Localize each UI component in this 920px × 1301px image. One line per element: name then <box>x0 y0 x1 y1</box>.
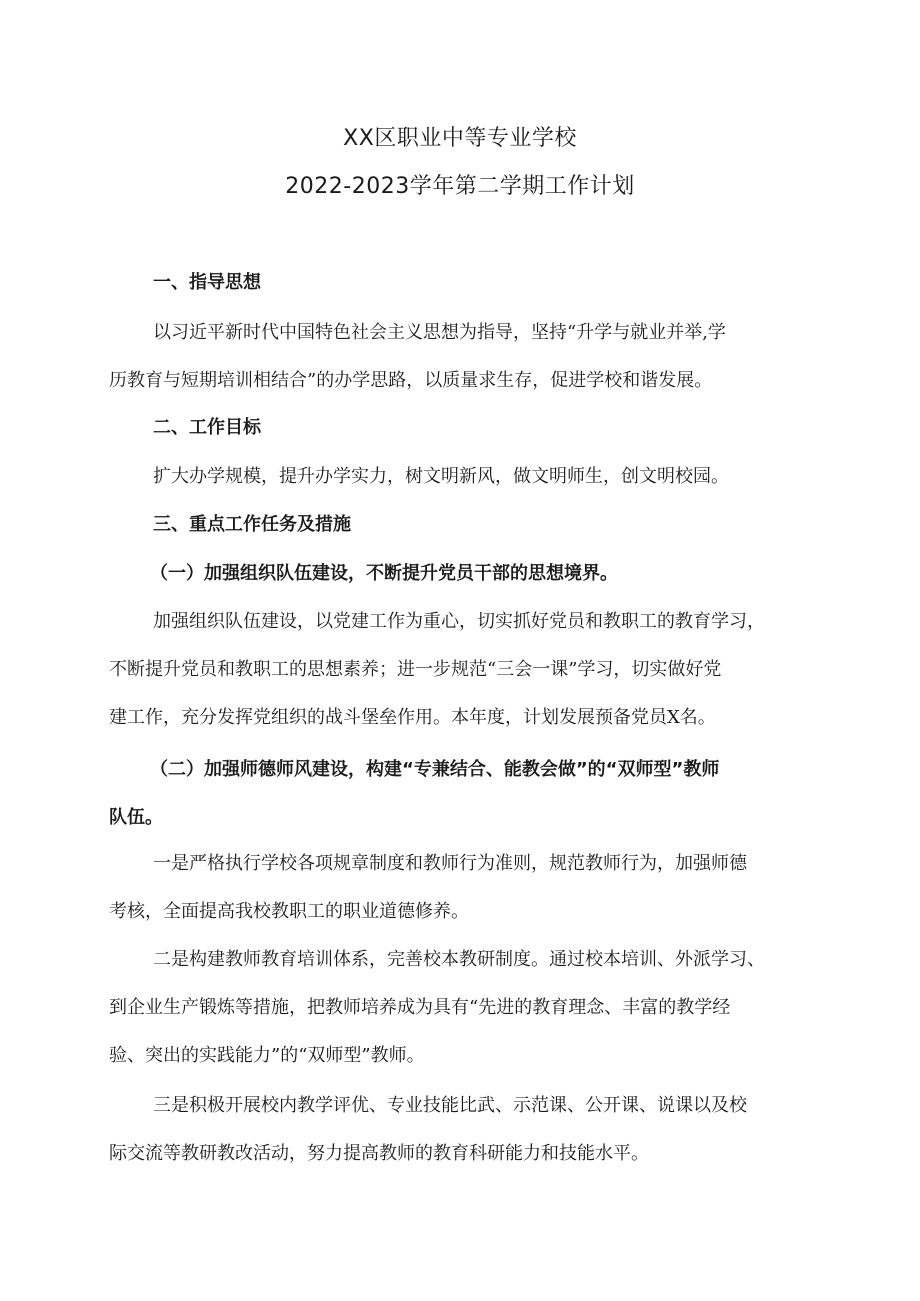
section-heading-guiding-ideology: 一、指导思想 <box>153 272 261 293</box>
paragraph-line: 以习近平新时代中国特色社会主义思想为指导，坚持“升学与就业并举,学 <box>153 322 726 343</box>
paragraph-line: 二是构建教师教育培训体系，完善校本教研制度。通过校本培训、外派学习、 <box>153 949 765 970</box>
paragraph-line: 到企业生产锻炼等措施，把教师培养成为具有“先进的教育理念、丰富的教学经 <box>109 997 731 1018</box>
paragraph-line: 际交流等教研教改活动，努力提高教师的教育科研能力和技能水平。 <box>109 1143 649 1164</box>
subsection-title-organization: （一）加强组织队伍建设，不断提升党员干部的思想境界。 <box>150 563 618 584</box>
document-title-line1: XX区职业中等专业学校 <box>343 126 577 151</box>
paragraph-line: 扩大办学规模，提升办学实力，树文明新风，做文明师生，创文明校园。 <box>153 466 729 487</box>
subsection-title-teacher-ethics: （二）加强师德师风建设，构建“专兼结合、能教会做”的“双师型”教师 <box>150 759 720 780</box>
paragraph-line: 一是严格执行学校各项规章制度和教师行为准则，规范教师行为，加强师德 <box>153 853 747 874</box>
section-heading-key-tasks: 三、重点工作任务及措施 <box>153 514 351 535</box>
paragraph-line: 验、突出的实践能力”的“双师型”教师。 <box>109 1045 425 1066</box>
paragraph-line: 考核，全面提高我校教职工的职业道德修养。 <box>109 901 469 922</box>
paragraph-line: 历教育与短期培训相结合”的办学思路，以质量求生存，促进学校和谐发展。 <box>109 370 713 391</box>
paragraph-line: 加强组织队伍建设，以党建工作为重心，切实抓好党员和教职工的教育学习， <box>153 611 765 632</box>
paragraph-line: 不断提升党员和教职工的思想素养；进一步规范“三会一课”学习，切实做好党 <box>109 659 722 680</box>
paragraph-line: 三是积极开展校内教学评优、专业技能比武、示范课、公开课、说课以及校 <box>153 1095 747 1116</box>
document-title-line2: 2022-2023学年第二学期工作计划 <box>285 174 635 199</box>
section-heading-work-goals: 二、工作目标 <box>153 417 261 438</box>
subsection-title-teacher-ethics-cont: 队伍。 <box>109 807 163 828</box>
paragraph-line: 建工作，充分发挥党组织的战斗堡垒作用。本年度，计划发展预备党员X名。 <box>109 707 716 728</box>
